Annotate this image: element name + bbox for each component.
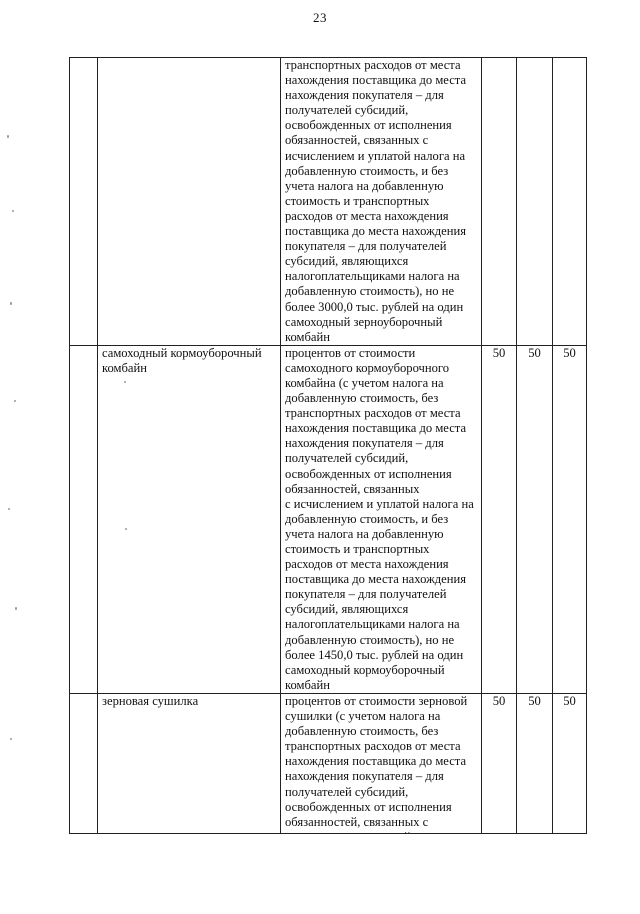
subsidy-description-line: сушилки (с учетом налога на <box>285 709 441 724</box>
scan-speck <box>12 210 14 212</box>
subsidy-description-line: процентов от стоимости <box>285 345 416 360</box>
table-row <box>70 693 587 845</box>
subsidy-description-line: транспортных расходов от места <box>285 739 461 754</box>
subsidy-description-line: нахождения покупателя – для <box>285 88 444 103</box>
subsidy-description-line: самоходный кормоуборочный <box>285 662 445 677</box>
subsidy-description-line: добавленную стоимость, и без <box>285 163 449 178</box>
subsidy-description-line: добавленную стоимость), но не <box>285 284 455 299</box>
subsidy-table-wrapper <box>69 57 587 846</box>
rate-value-cell: 50 <box>482 345 517 693</box>
subsidy-description-line: нахождения покупателя – для <box>285 769 444 784</box>
subsidy-description-line: поставщика до места нахождения <box>285 572 467 587</box>
table-body <box>70 58 587 846</box>
subsidy-description-line: процентов от стоимости зерновой <box>285 693 468 708</box>
subsidy-description-cell <box>281 693 482 845</box>
equipment-name-line: зерновая сушилка <box>102 693 199 708</box>
subsidy-description-line: комбайн <box>285 329 330 344</box>
subsidy-description-line: поставщика до места нахождения <box>285 224 467 239</box>
subsidy-description-line: обязанностей, связанных с <box>285 814 429 829</box>
subsidy-description-line: транспортных расходов от места <box>285 58 461 72</box>
subsidy-description-line: освобожденных от исполнения <box>285 799 452 814</box>
equipment-name-line: самоходный кормоуборочный <box>102 345 262 360</box>
equipment-name-cell <box>98 345 281 693</box>
scan-speck <box>10 302 12 305</box>
subsidy-description-line: учета налога на добавленную <box>285 178 444 193</box>
rate-value-cell <box>482 58 517 346</box>
subsidy-description-line: стоимость и транспортных <box>285 542 430 556</box>
page-number: 23 <box>313 10 327 25</box>
subsidy-description-line: субсидий, являющихся <box>285 602 409 617</box>
scan-speck <box>124 381 126 383</box>
subsidy-description-line: исчислением и уплатой налога на <box>285 148 466 163</box>
subsidy-description-line: нахождения поставщика до места <box>285 73 467 88</box>
subsidy-description-line: нахождения поставщика до места <box>285 754 467 769</box>
subsidy-description-line: покупателя – для получателей <box>285 239 447 254</box>
subsidy-description-line: получателей субсидий, <box>285 103 409 118</box>
subsidy-description-line: обязанностей, связанных с <box>285 133 429 148</box>
equipment-name-line: комбайн <box>102 360 147 375</box>
subsidy-description-line: нахождения поставщика до места <box>285 421 467 436</box>
subsidy-description-line: субсидий, являющихся <box>285 254 409 269</box>
page-bottom-margin <box>60 834 600 914</box>
scan-speck <box>15 607 17 610</box>
subsidy-description-line: получателей субсидий, <box>285 451 409 466</box>
subsidy-description-line: налогоплательщиками налога на <box>285 617 460 632</box>
subsidy-description-line: транспортных расходов от места <box>285 406 461 421</box>
subsidy-description-line: самоходного кормоуборочного <box>285 360 450 375</box>
subsidy-description-line: добавленную стоимость), но не <box>285 632 455 647</box>
subsidy-description-line: самоходный зерноуборочный <box>285 314 443 329</box>
subsidy-description-line: расходов от места нахождения <box>285 557 449 572</box>
subsidy-description-line: получателей субсидий, <box>285 784 409 799</box>
table-row <box>70 58 587 346</box>
subsidy-description-line: с исчислением и уплатой налога на <box>285 496 474 511</box>
rate-value-cell: 50 <box>482 693 517 845</box>
rate-value-cell: 50 <box>517 693 553 845</box>
rate-value-cell <box>517 58 553 346</box>
scan-speck <box>14 400 16 402</box>
subsidy-description-line: добавленную стоимость, и без <box>285 511 449 526</box>
subsidy-description-line: более 1450,0 тыс. рублей на один <box>285 647 464 662</box>
scan-speck <box>8 508 10 510</box>
subsidy-description-line: налогоплательщиками налога на <box>285 269 460 284</box>
subsidy-description-line: покупателя – для получателей <box>285 587 447 602</box>
equipment-name-cell <box>98 693 281 845</box>
subsidy-description-line: нахождения покупателя – для <box>285 436 444 451</box>
subsidy-description-line: освобожденных от исполнения <box>285 118 452 133</box>
index-cell <box>70 58 98 346</box>
rate-value-cell: 50 <box>553 345 587 693</box>
rate-value-cell: 50 <box>553 693 587 845</box>
table-row <box>70 345 587 693</box>
subsidy-description-line: стоимость и транспортных <box>285 193 430 208</box>
scan-speck <box>125 528 127 530</box>
scan-speck <box>10 738 12 740</box>
subsidy-description-line: комбайн <box>285 677 330 692</box>
subsidy-description-line: более 3000,0 тыс. рублей на один <box>285 299 464 314</box>
scan-speck <box>7 135 9 138</box>
subsidy-description-line: расходов от места нахождения <box>285 208 449 223</box>
rate-value-cell: 50 <box>517 345 553 693</box>
rate-value-cell <box>553 58 587 346</box>
subsidy-description-line: комбайна (с учетом налога на <box>285 375 444 390</box>
subsidy-description-line: освобожденных от исполнения <box>285 466 452 481</box>
table-bottom-border <box>69 833 586 834</box>
subsidy-description-line: добавленную стоимость, без <box>285 724 439 739</box>
subsidy-rates-table <box>69 57 587 846</box>
subsidy-description-cell <box>281 58 482 346</box>
index-cell <box>70 345 98 693</box>
subsidy-description-cell <box>281 345 482 693</box>
equipment-name-cell <box>98 58 281 346</box>
subsidy-description-line: добавленную стоимость, без <box>285 391 439 406</box>
subsidy-description-line: учета налога на добавленную <box>285 526 444 541</box>
subsidy-description-line: обязанностей, связанных <box>285 481 420 496</box>
index-cell <box>70 693 98 845</box>
